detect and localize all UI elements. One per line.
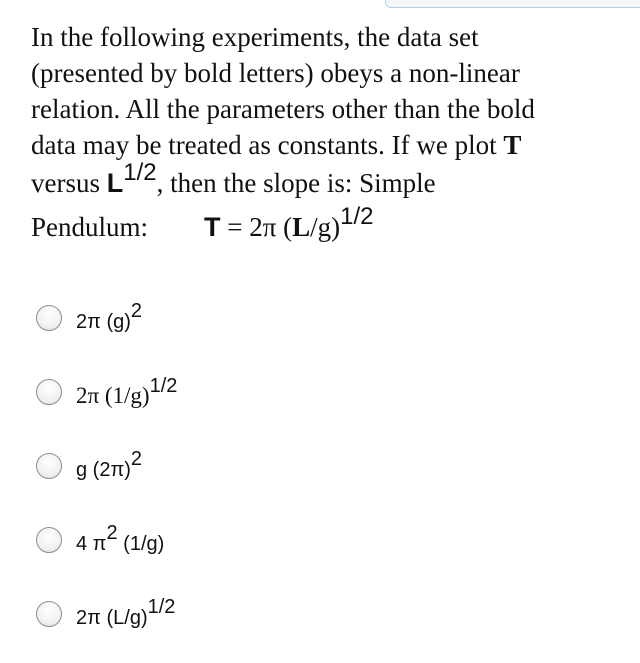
- option-post: (1/g): [117, 532, 165, 555]
- option-exponent: 1/2: [147, 595, 176, 618]
- option-label[interactable]: [76, 447, 143, 482]
- option-label[interactable]: [76, 375, 178, 409]
- formula-l: L: [292, 212, 311, 242]
- question-text-fragment: versus: [31, 168, 107, 198]
- bold-variable-l: L: [106, 168, 124, 198]
- pendulum-label: Pendulum:: [31, 212, 149, 242]
- option-exponent: 2: [130, 447, 143, 470]
- bold-variable-t: T: [503, 130, 522, 160]
- option-base: g (2π): [76, 458, 131, 481]
- option-exponent: 2: [130, 299, 143, 322]
- option-base: 2π (L/g): [76, 606, 148, 629]
- formula-lhs: T: [204, 212, 221, 242]
- question-line: [31, 203, 621, 253]
- question-line: (presented by bold letters) obeys a non-linear: [31, 58, 520, 88]
- question-line: [31, 159, 621, 209]
- pendulum-formula: [204, 203, 374, 247]
- option-base: 2π (g): [76, 310, 131, 333]
- question-line: In the following experiments, the data set: [31, 22, 479, 52]
- top-panel-edge: [385, 0, 640, 8]
- option-label[interactable]: [76, 595, 176, 630]
- question-line: relation. All the parameters other than the bold: [31, 94, 535, 124]
- radio-button[interactable]: [36, 305, 62, 331]
- answer-option-2[interactable]: [36, 355, 616, 429]
- question-text-fragment: , then the slope is: Simple: [156, 168, 436, 198]
- answer-option-3[interactable]: [36, 429, 616, 503]
- radio-button[interactable]: [36, 527, 62, 553]
- option-label[interactable]: [76, 299, 143, 334]
- answer-options: [36, 281, 616, 651]
- answer-option-1[interactable]: [36, 281, 616, 355]
- option-exponent: 1/2: [149, 375, 178, 397]
- question-text-fragment: data may be treated as constants. If we plot: [31, 130, 504, 160]
- formula-exponent: 1/2: [340, 203, 374, 230]
- formula-part: /g): [310, 212, 341, 242]
- radio-button[interactable]: [36, 601, 62, 627]
- option-label[interactable]: [76, 521, 165, 556]
- radio-button[interactable]: [36, 453, 62, 479]
- option-exponent: 2: [106, 521, 118, 544]
- option-pre: 4 π: [76, 532, 107, 555]
- answer-option-4[interactable]: [36, 503, 616, 577]
- option-base: 2π (1/g): [76, 383, 150, 408]
- answer-option-5[interactable]: [36, 577, 616, 651]
- formula-part: = 2π (: [220, 212, 293, 242]
- radio-button[interactable]: [36, 379, 62, 405]
- question-line: [31, 127, 621, 163]
- exponent: 1/2: [123, 159, 157, 186]
- question-text: [31, 19, 621, 253]
